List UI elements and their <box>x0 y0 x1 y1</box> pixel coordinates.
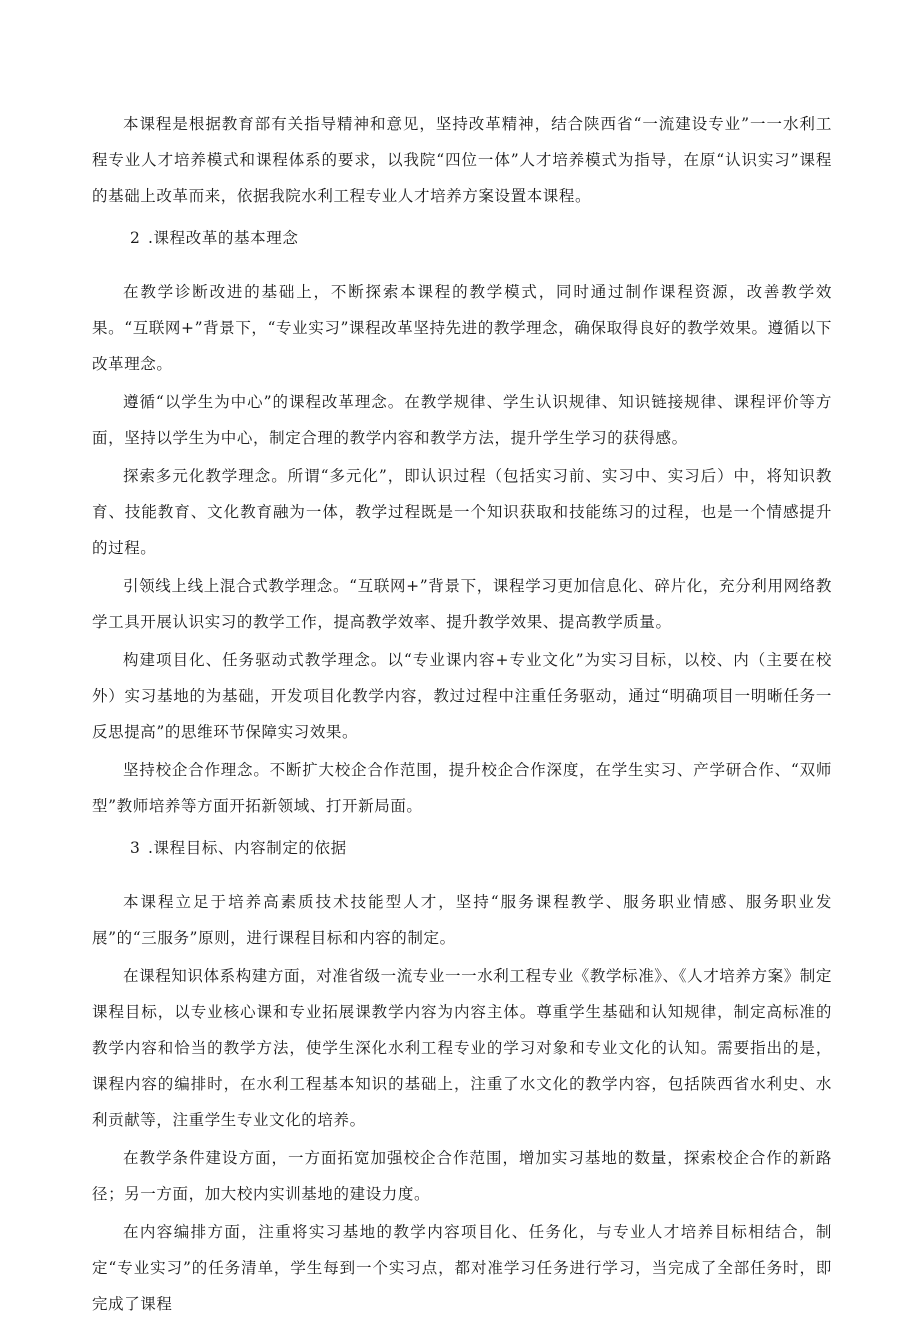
section-2-heading <box>92 220 832 256</box>
section-3-title: .课程目标、内容制定的依据 <box>148 839 347 857</box>
section-3-number: 3 <box>130 839 141 857</box>
section-2-paragraph-6: 坚持校企合作理念。不断扩大校企合作范围，提升校企合作深度，在学生实习、产学研合作、“双师型”教师培养等方面开拓新领域、打开新局面。 <box>92 761 832 815</box>
section-2-paragraph-4: 引领线上线上混合式教学理念。“互联网+”背景下，课程学习更加信息化、碎片化，充分利用网络教学工具开展认识实习的教学工作，提高教学效率、提升教学效果、提高教学质量。 <box>92 577 832 631</box>
section-2-paragraph-5: 构建项目化、任务驱动式教学理念。以“专业课内容+专业文化”为实习目标，以校、内（主要在校外）实习基地的为基础，开发项目化教学内容，教过过程中注重任务驱动，通过“明确项目一明晰任务一反思提高”的思维环节保障实习效果。 <box>92 651 832 741</box>
section-2-number: 2 <box>130 229 141 247</box>
intro-paragraph: 本课程是根据教育部有关指导精神和意见，坚持改革精神，结合陕西省“一流建设专业”一一水利工程专业人才培养模式和课程体系的要求，以我院“四位一体”人才培养模式为指导，在原“认识实习”课程的基础上改革而来，依据我院水利工程专业人才培养方案设置本课程。 <box>92 115 832 205</box>
document-body <box>92 106 832 1322</box>
section-2-paragraph-2: 遵循“以学生为中心”的课程改革理念。在教学规律、学生认识规律、知识链接规律、课程评价等方面，坚持以学生为中心，制定合理的教学内容和教学方法，提升学生学习的获得感。 <box>92 393 832 447</box>
section-3-paragraph-3: 在教学条件建设方面，一方面拓宽加强校企合作范围，增加实习基地的数量，探索校企合作的新路径；另一方面，加大校内实训基地的建设力度。 <box>92 1149 832 1203</box>
section-2-title: .课程改革的基本理念 <box>148 229 299 247</box>
section-2-paragraph-1: 在教学诊断改进的基础上，不断探索本课程的教学模式，同时通过制作课程资源，改善教学效果。“互联网+”背景下，“专业实习”课程改革坚持先进的教学理念，确保取得良好的教学效果。遵循以下改革理念。 <box>92 283 832 373</box>
section-2-paragraph-3: 探索多元化教学理念。所谓“多元化”，即认识过程（包括实习前、实习中、实习后）中，将知识教育、技能教育、文化教育融为一体，教学过程既是一个知识获取和技能练习的过程，也是一个情感提升的过程。 <box>92 467 832 557</box>
section-3-paragraph-4: 在内容编排方面，注重将实习基地的教学内容项目化、任务化，与专业人才培养目标相结合，制定“专业实习”的任务清单，学生每到一个实习点，都对准学习任务进行学习，当完成了全部任务时，即完成了课程 <box>92 1223 832 1313</box>
section-3-paragraph-1: 本课程立足于培养高素质技术技能型人才，坚持“服务课程教学、服务职业情感、服务职业发展”的“三服务”原则，进行课程目标和内容的制定。 <box>92 893 832 947</box>
section-3-heading <box>92 830 832 866</box>
section-3-paragraph-2: 在课程知识体系构建方面，对准省级一流专业一一水利工程专业《教学标准》、《人才培养方案》制定课程目标，以专业核心课和专业拓展课教学内容为内容主体。尊重学生基础和认知规律，制定高标准的教学内容和恰当的教学方法，使学生深化水利工程专业的学习对象和专业文化的认知。需要指出的是，课程内容的编排时，在水利工程基本知识的基础上，注重了水文化的教学内容，包括陕西省水利史、水利贡献等，注重学生专业文化的培养。 <box>92 967 833 1129</box>
